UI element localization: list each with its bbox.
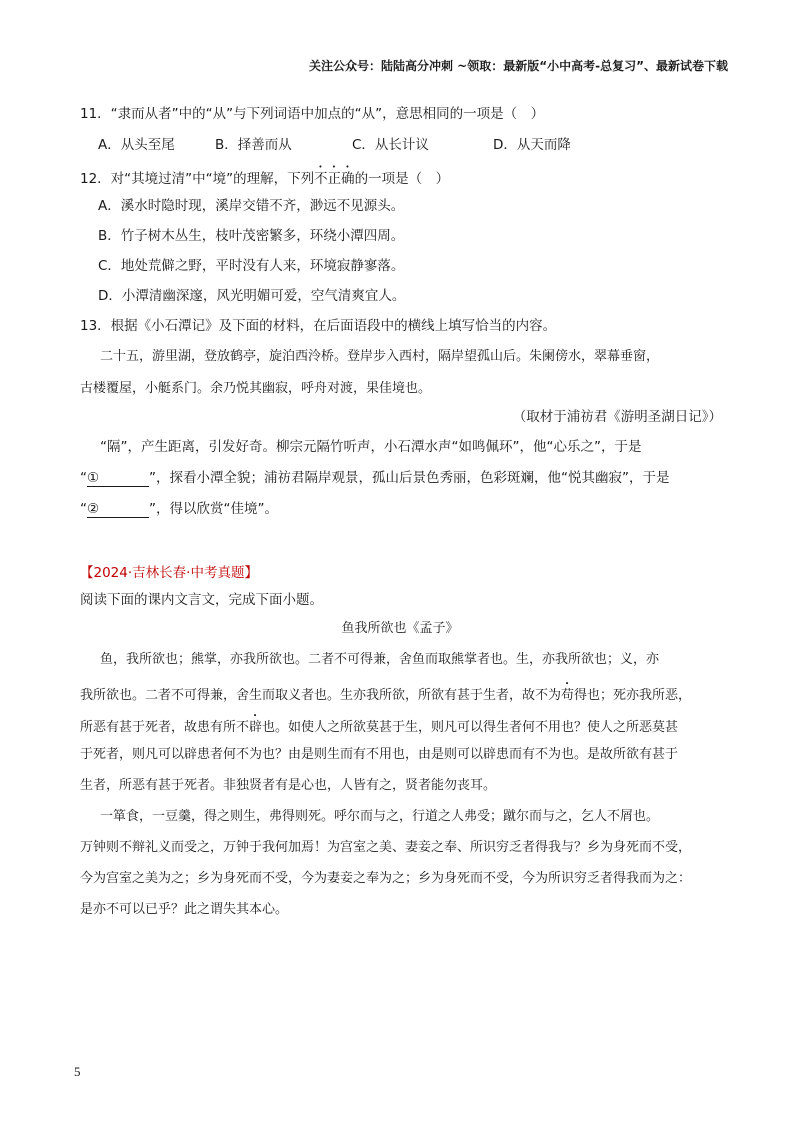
passage-p1-line-1: 鱼，我所欲也；熊掌，亦我所欲也。二者不可得兼，舍鱼而取熊掌者也。生，亦我所欲也；义，亦: [100, 652, 660, 667]
q13-paragraph-line-1: “隔”，产生距离，引发好奇。柳宗元隔竹听声，小石潭水声“如鸣佩环”，他“心乐之”，于是: [100, 439, 642, 455]
passage-dotted-word-1: 苟: [561, 688, 575, 703]
question-12-stem: [80, 163, 449, 187]
q11-option-c: C．从长计议: [352, 137, 429, 153]
passage-p1-line-3-post: 也。如使人之所欲莫甚于生，则凡可以得生者何不用也？使人之所恶莫甚: [262, 720, 679, 735]
q11-option-a: A．从头至尾: [98, 137, 175, 153]
q12-option-b: B．竹子树木丛生，枝叶茂密繁多，环绕小潭四周。: [98, 228, 405, 244]
page-header: 关注公众号：陆陆高分冲刺 ~领取：最新版“小中高考-总复习”、最新试卷下载: [309, 59, 728, 73]
passage-p1-line-2-pre: 我所欲也。二者不可得兼，舍生而取义者也。生亦我所欲，所欲有甚于生者，故不为: [80, 688, 562, 703]
q13-paragraph-line-2-text: ”，探看小潭全貌；浦祊君隔岸观景，孤山后景色秀丽，色彩斑斓，他“悦其幽寂”，于是: [149, 470, 670, 486]
reading-instruction: 阅读下面的课内文言文，完成下面小题。: [80, 592, 323, 608]
q13-blank-1[interactable]: ①: [87, 470, 149, 487]
passage-p1-line-3-pre: 所恶有甚于死者，故患有所不: [80, 720, 250, 735]
passage-p2-line-1: 一箪食，一豆羹，得之则生，弗得则死。呼尔而与之，行道之人弗受；蹴尔而与之，乞人不屑也。: [100, 809, 660, 824]
q13-quote-open-2: “: [80, 501, 87, 517]
q13-paragraph-line-3: [80, 497, 278, 518]
q12-stem-post: 的一项是（ ）: [354, 171, 450, 187]
q12-stem-pre: 12．对“其境过清”中“境”的理解，下列: [80, 171, 315, 187]
q13-quote-open: “: [80, 470, 87, 486]
passage-dotted-word-2: 辟: [249, 720, 263, 735]
question-13-stem: 13．根据《小石潭记》及下面的材料，在后面语段中的横线上填写恰当的内容。: [80, 318, 557, 334]
q12-stem-emphasis: 不正确: [314, 171, 355, 187]
passage-p1-line-4: 于死者，则凡可以辟患者何不为也？由是则生而有不用也，由是则可以辟患而有不为也。是故所欲有甚于: [80, 747, 679, 762]
passage-title: 鱼我所欲也《孟子》: [341, 621, 459, 636]
q13-paragraph-line-3-text: ”，得以欣赏“佳境”。: [149, 501, 278, 517]
q13-material-line-2: 古楼覆屋，小艇系门。余乃悦其幽寂，呼舟对渡，果佳境也。: [80, 381, 432, 396]
passage-p1-line-5: 生者，所恶有甚于死者。非独贤者有是心也，人皆有之，贤者能勿丧耳。: [80, 778, 497, 793]
page-number: 5: [74, 1064, 81, 1079]
q12-option-c: C．地处荒僻之野，平时没有人来，环境寂静寥落。: [98, 258, 405, 274]
passage-p1-line-2-post: 得也；死亦我所恶，: [574, 688, 692, 703]
question-11-stem: 11．“隶而从者”中的“从”与下列词语中加点的“从”，意思相同的一项是（ ）: [80, 106, 545, 122]
q13-paragraph-line-2: [80, 466, 669, 487]
q13-material-line-1: 二十五，游里湖，登放鹤亭，旋泊西泠桥。登岸步入西村，隔岸望孤山后。朱阑傍水，翠幕垂窗，: [100, 349, 660, 364]
q12-option-a: A．溪水时隐时现，溪岸交错不齐，渺远不见源头。: [98, 198, 405, 214]
q13-material-source: （取材于浦祊君《游明圣湖日记》）: [512, 409, 722, 425]
q11-option-d: D．从天而降: [493, 137, 571, 153]
passage-p2-line-2: 万钟则不辩礼义而受之，万钟于我何加焉！为宫室之美、妻妾之奉、所识穷乏者得我与？乡为身死而不受，: [80, 840, 692, 855]
section-tag: 【2024·吉林长春·中考真题】: [80, 565, 258, 581]
q11-option-b: B．择善而从: [215, 137, 292, 153]
passage-p2-line-3: 今为宫室之美为之；乡为身死而不受，今为妻妾之奉为之；乡为身死而不受，今为所识穷乏者得我而为之：: [80, 871, 692, 886]
passage-p1-line-2: [80, 680, 691, 703]
q12-option-d: D．小潭清幽深邃，风光明媚可爱，空气清爽宜人。: [98, 288, 406, 304]
passage-p2-line-4: 是亦不可以已乎？此之谓失其本心。: [80, 902, 289, 917]
q13-blank-2[interactable]: ②: [87, 501, 149, 518]
passage-p1-line-3: [80, 712, 678, 735]
